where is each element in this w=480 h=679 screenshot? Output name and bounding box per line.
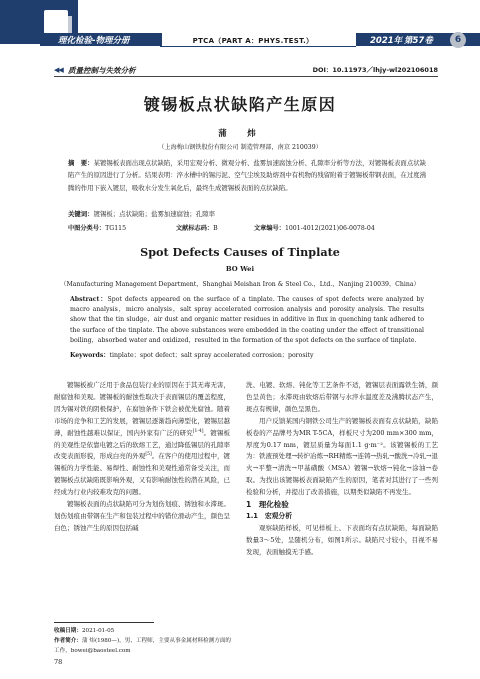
section-rule bbox=[54, 76, 438, 77]
article-no-label: 文章编号： bbox=[254, 225, 285, 232]
body-left-column bbox=[54, 380, 230, 535]
keywords-cn-label: 关键词： bbox=[68, 210, 94, 218]
abstract-en bbox=[70, 295, 424, 346]
affiliation-en: （Manufacturing Management Department，Shanghai Meishan Iron & Steel Co.，Ltd.，Nanjing 210039，China） bbox=[60, 281, 420, 288]
page-number: 78 bbox=[54, 658, 63, 666]
abstract-cn bbox=[68, 157, 426, 194]
keywords-en-label: Keywords： bbox=[70, 352, 110, 359]
body-paragraph: 洗、电镀、软熔、钝化等工艺条件不适，镀锡层表面露铁生锈，颜色呈黄色；水滞斑由软熔后带钢与水淬水温度差及沸腾状态产生，斑点有规律，颜色呈黑色。 bbox=[246, 381, 438, 413]
body-text: 。镀锡板的美观性是依靠电镀之后的软熔工艺，通过降低锡层的孔隙率改变表面形貌，形成白亮的外观 bbox=[54, 428, 230, 461]
journal-part-title: PTCA（PART A：PHYS.TEST.） bbox=[192, 37, 314, 45]
doi: DOI：10.11973／lhjy-wl202106018 bbox=[312, 66, 438, 74]
body-paragraph: 镀锡板表面的点状缺陷可分为划伤划痕、锈蚀和水滞斑。划伤划痕由带钢在生产和包装过程中的错位滑动产生，颜色呈白色；锈蚀产生的原因包括碱 bbox=[54, 500, 230, 532]
doc-code-value: B bbox=[213, 225, 218, 232]
body-text: 。在客户的使用过程中，镀锡板的力学性能、易焊性、耐蚀性和美观性通常备受关注，而镀锡板点状缺陷既影响外观，又有影响耐蚀性的潜在风险，已经成为行业内较难攻克的问题。 bbox=[54, 452, 231, 497]
author-bio-text: 蒲 炜(1980—)，男，工程师，主要从事金属材料检测方面的工作，bowei@baosteel.com bbox=[54, 638, 232, 654]
clc-value: TG115 bbox=[105, 225, 127, 232]
keywords-en bbox=[70, 350, 424, 359]
received-label: 收稿日期： bbox=[54, 628, 82, 634]
keywords-cn bbox=[68, 209, 426, 218]
received-date bbox=[54, 626, 232, 636]
footnote-rule bbox=[54, 622, 154, 623]
journal-logo-square-icon bbox=[44, 10, 68, 34]
author-cn: 蒲 炜 bbox=[218, 129, 262, 139]
footnote bbox=[54, 626, 232, 656]
author-en: BO Wei bbox=[225, 265, 255, 273]
citation: [5] bbox=[145, 452, 152, 458]
author-bio-label: 作者简介： bbox=[54, 638, 82, 644]
keywords-cn-text: 镀锡板；点状缺陷；盐雾加速腐蚀；孔隙率 bbox=[93, 210, 215, 218]
body-paragraph: 观察缺陷样板，可见样板上、下表面均有点状缺陷，每面缺陷数量3～5处，呈随机分布，如图1所示。缺陷尺寸较小，目视不易发现，表面触摸无手感。 bbox=[246, 523, 438, 556]
article-title-en: Spot Defects Causes of Tinplate bbox=[140, 245, 340, 259]
journal-year: 2021年 bbox=[370, 36, 403, 46]
body-text: 镀锡板被广泛用于食品包装行业的原因在于其无毒无害，耐腐蚀和美观。镀锡板的耐蚀性取决于表面锡层的覆盖程度，因为锡对铁的阴极保护，在腐蚀条件下铁会被优先腐蚀。随着市场的竞争和工艺的发展，镀锡层逐渐趋向薄型化，镀锡层越薄，耐蚀性越难以保证，国内外家有广泛的研究 bbox=[54, 381, 230, 437]
section-arrows-icon: ◀◀ bbox=[54, 66, 63, 74]
header-rule bbox=[160, 46, 356, 47]
article-title-cn: 镀锡板点状缺陷产生原因 bbox=[143, 95, 337, 114]
doc-code-label: 文献标志码： bbox=[176, 225, 214, 232]
citation: [1-4] bbox=[192, 428, 204, 434]
abstract-en-label: Abstract： bbox=[70, 296, 108, 303]
journal-volume: 第57卷 bbox=[404, 36, 433, 46]
abstract-cn-label: 摘 要： bbox=[68, 159, 94, 167]
subsection-heading: 1.1 宏观分析 bbox=[246, 511, 293, 520]
article-no-value: 1001-4012(2021)06-0078-04 bbox=[284, 225, 375, 232]
issue-badge: 6 bbox=[450, 32, 466, 48]
section-heading: 1 理化检验 bbox=[246, 500, 289, 510]
section-label: 质量控制与失效分析 bbox=[68, 66, 136, 75]
author-bio bbox=[54, 636, 232, 656]
clc-label: 中图分类号： bbox=[68, 225, 106, 232]
received-value: 2021-01-05 bbox=[81, 628, 115, 634]
body-paragraph bbox=[54, 380, 230, 499]
abstract-en-text: Spot defects appeared on the surface of a tinplate. The causes of spot defects were analyzed by macro analysis，micro analysis，salt spray accelerated corrosion analysis and porosity analysis. The results show that the tin sludge，air dust and organic matter residues in additive in flux in quenching tank adhered to the surface of the tinplate. The above substances were embedded in the coating under the effect of transitional boiling，absorbed water and oxidized，resulted in the formation of the spot defects on the surface of tinplate. bbox=[70, 296, 424, 344]
classification-row bbox=[68, 223, 426, 232]
body-paragraph: 用户反馈某国内钢铁公司生产的镀锡板表面有点状缺陷，缺陷板卷的产品牌号为MR T-5CA，样板尺寸为200 mm×300 mm，厚度为0.17 mm，镀层质量为每面1.1 g·m⁻²。该镀锡板的工艺为：铁液预处理→转炉冶炼→RH精炼→连铸→热轧→酸洗→冷轧→退火→平整→清洗→甲基磺酸（MSA）镀锡→软熔→钝化→涂油→卷取。为找出该镀锡板表面缺陷产生的原因，笔者对其进行了一些列检验和分析，并提出了改善措施，以期类似缺陷不再发生。 bbox=[246, 416, 438, 497]
affiliation-cn: （上海梅山钢铁股份有限公司 制造管理部，南京 210039） bbox=[158, 144, 322, 151]
journal-brand: 理化检验-物理分册 bbox=[58, 36, 130, 46]
abstract-cn-text: 某镀锡板表面出现点状缺陷，采用宏观分析、微观分析、盐雾加速腐蚀分析、孔隙率分析等方法，对镀锡板表面点状缺陷产生的原因进行了分析。结果表明：淬水槽中的锡污泥、空气尘埃及助熔剂中有机物的残留附着于镀锡板带钢表面，在过度沸腾的作用下嵌入镀层，吸收水分发生氧化后，最终生成镀锡板表面的点状缺陷。 bbox=[68, 159, 427, 192]
body-right-column bbox=[246, 380, 438, 559]
keywords-en-text: tinplate；spot defect；salt spray accelerated corrosion；porosity bbox=[109, 352, 314, 359]
